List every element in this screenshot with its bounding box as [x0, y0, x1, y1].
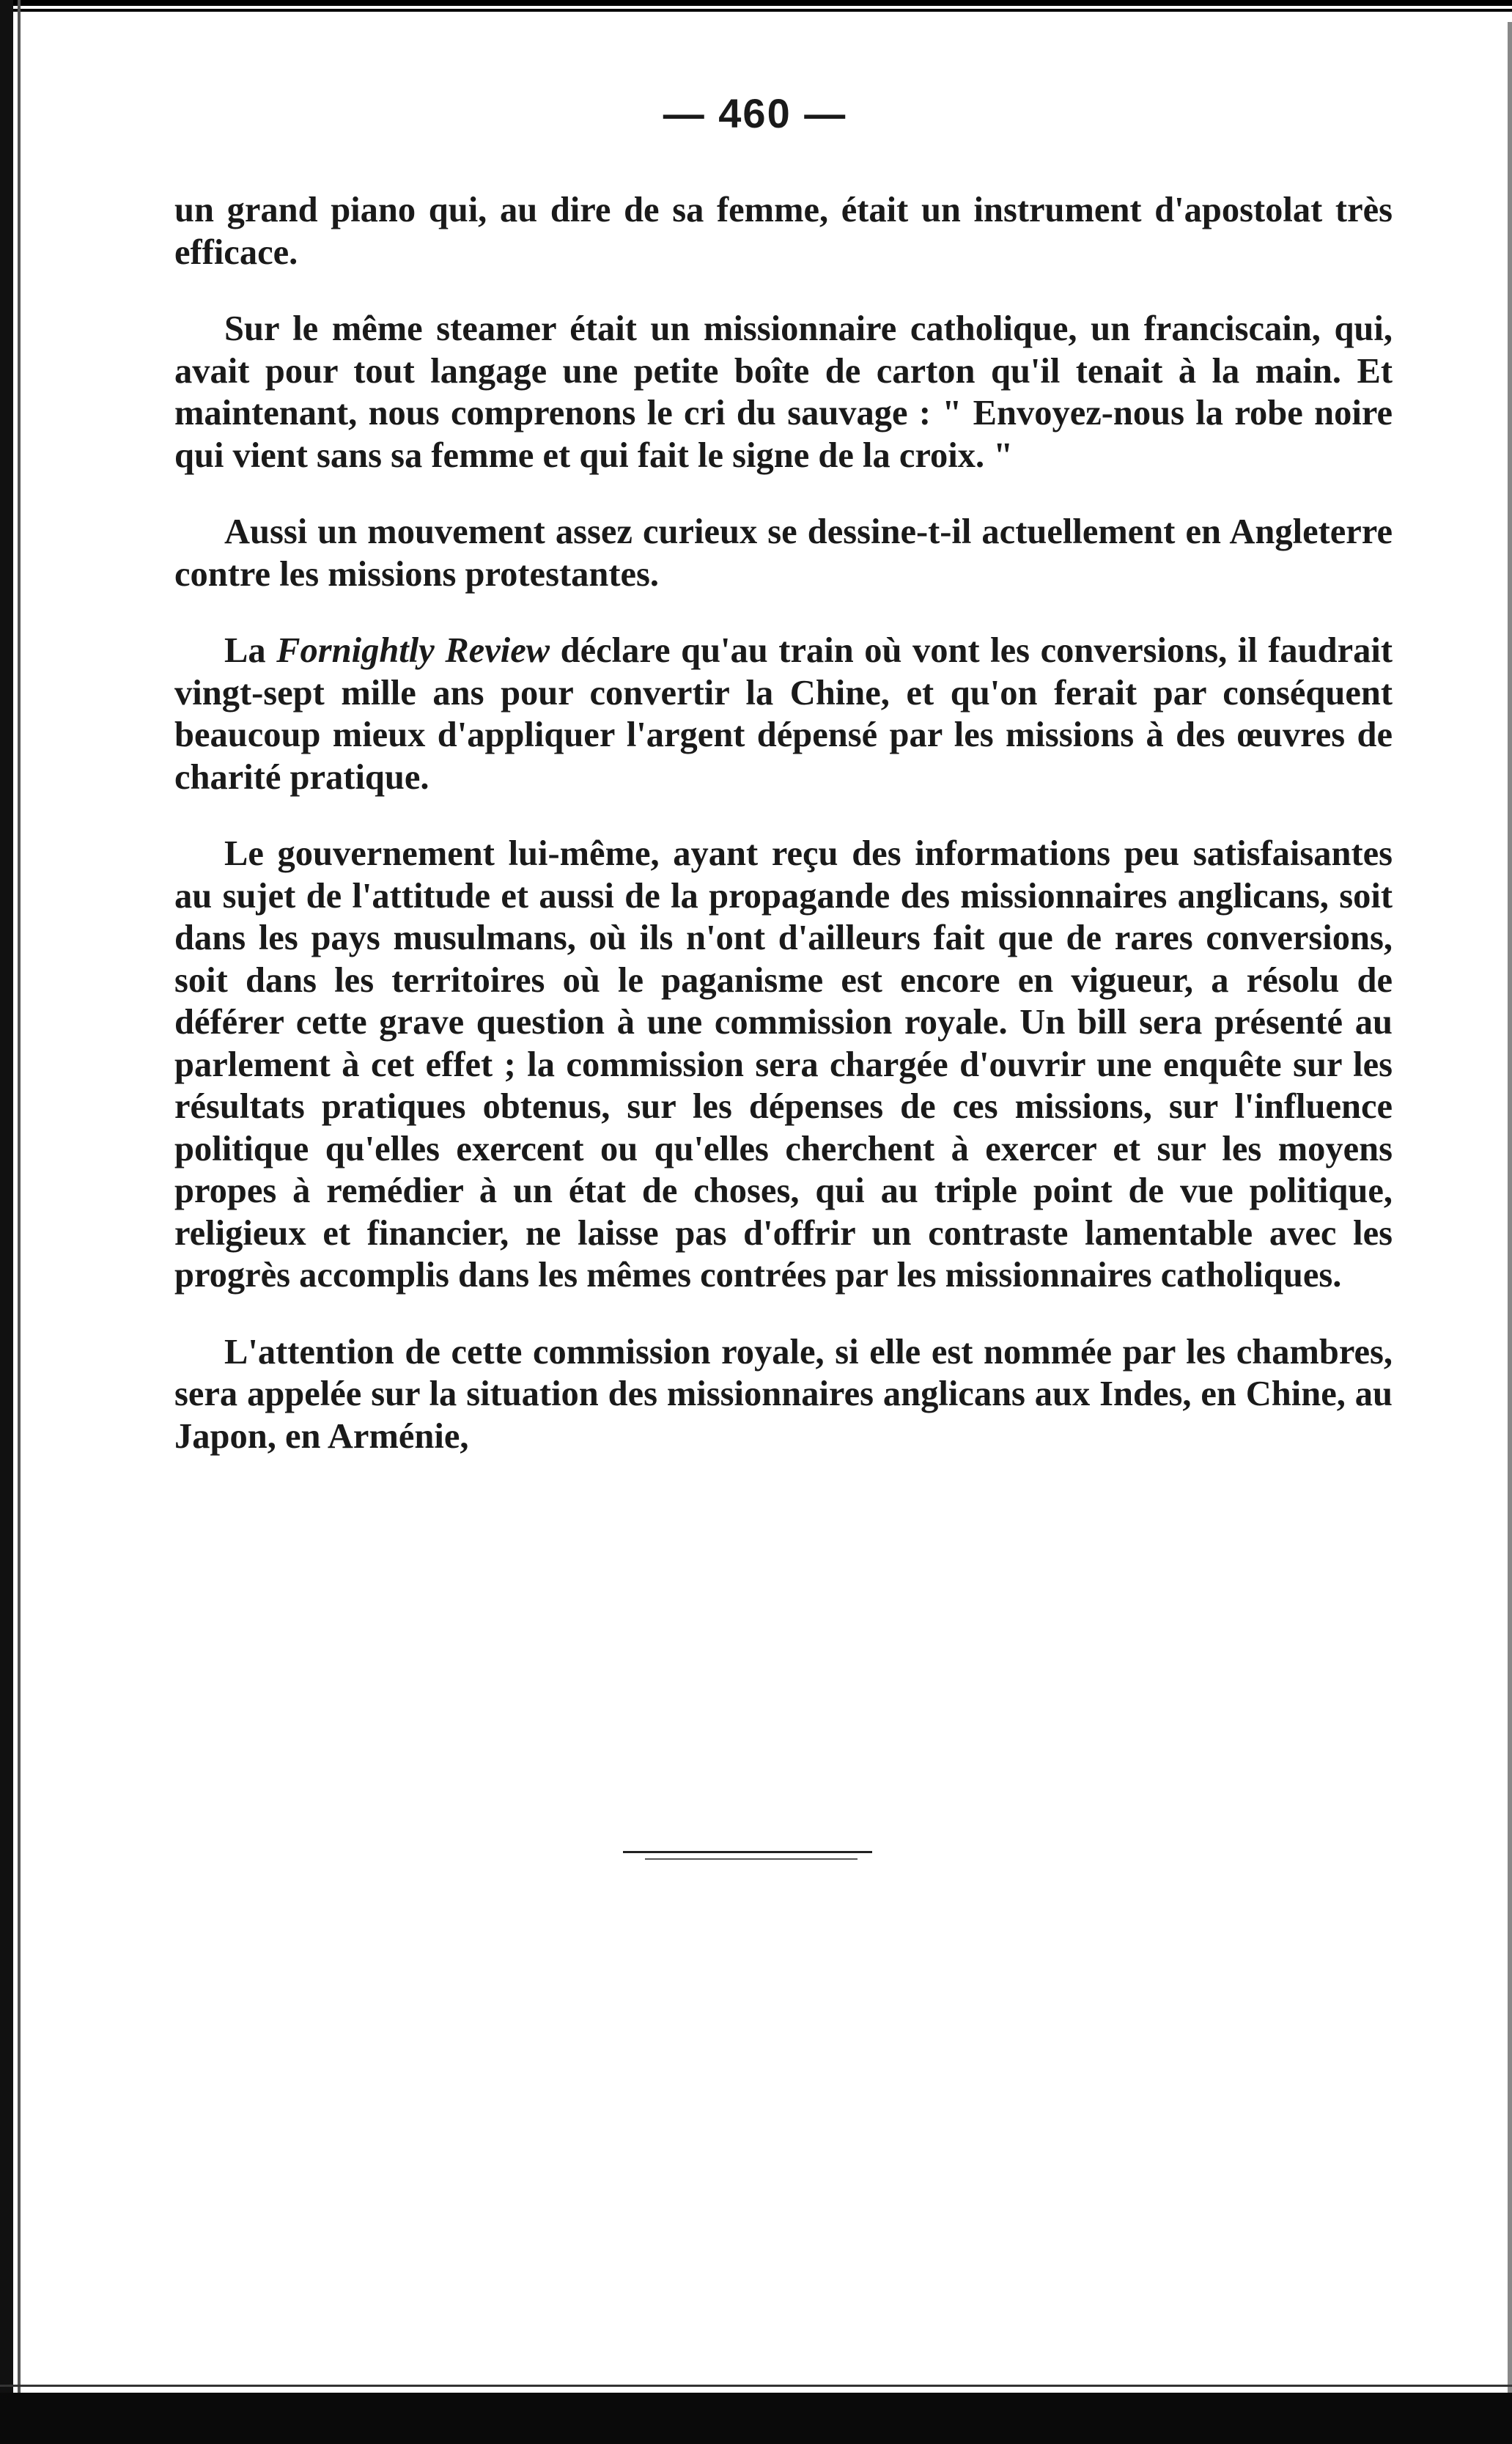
paragraph-3: Aussi un mouvement assez curieux se dessine-t-il actuellement en Angleterre contre les missions protestantes. — [174, 512, 1393, 594]
scan-right-edge — [1508, 22, 1512, 2419]
separator-rule — [623, 1851, 872, 1853]
scan-left-line — [18, 0, 21, 2444]
scan-bottom-border — [0, 2393, 1512, 2444]
paragraph-4-lead: La — [224, 631, 277, 670]
scan-left-border — [0, 0, 13, 2444]
page-number: — 460 — — [663, 90, 847, 136]
paragraph-4-rest: déclare qu'au train où vont les conversions, il faudrait vingt-sept mille ans pour convertir la Chine, et qu'on ferait par conséquent beaucoup mieux d'appliquer l'argent dépensé par les missions à des œuvres de charité pratique. — [174, 631, 1393, 797]
scan-top-border — [0, 0, 1512, 19]
page-body — [174, 189, 1393, 1457]
paragraph-2: Sur le même steamer était un missionnaire catholique, un franciscain, qui, avait pour tout langage une petite boîte de carton qu'il tenait à la main. Et maintenant, nous comprenons le cri du sauvage : " Envoyez-nous la robe noire qui vient sans sa femme et qui fait le signe de la croix. " — [174, 309, 1393, 475]
journal-title: Fornightly Review — [276, 631, 550, 670]
paragraph-4 — [174, 630, 1393, 798]
scan-bottom-line — [0, 2385, 1512, 2387]
paragraph-6: L'attention de cette commission royale, si elle est nommée par les chambres, sera appelée sur la situation des missionnaires anglicans aux Indes, en Chine, au Japon, en Arménie, — [174, 1332, 1393, 1456]
separator-rule-secondary — [645, 1858, 858, 1860]
paragraph-5: Le gouvernement lui-même, ayant reçu des informations peu satisfaisantes au sujet de l'attitude et aussi de la propagande des missionnaires anglicans, soit dans les pays musulmans, où ils n'ont d'ailleurs fait que de rares conversions, soit dans les territoires où le paganisme est encore en vigueur, a résolu de déférer cette grave question à une commission royale. Un bill sera présenté au parlement à cet effet ; la commission sera chargée d'ouvrir une enquête sur les résultats pratiques obtenus, sur les dépenses de ces missions, sur l'influence politique qu'elles exercent ou qu'elles cherchent à exercer et sur les moyens propes à remédier à un état de choses, qui au triple point de vue politique, religieux et financier, ne laisse pas d'offrir un contraste lamentable avec les progrès accomplis dans les mêmes contrées par les missionnaires catholiques. — [174, 834, 1393, 1295]
paragraph-1: un grand piano qui, au dire de sa femme, était un instrument d'apostolat très efficace. — [174, 191, 1393, 272]
